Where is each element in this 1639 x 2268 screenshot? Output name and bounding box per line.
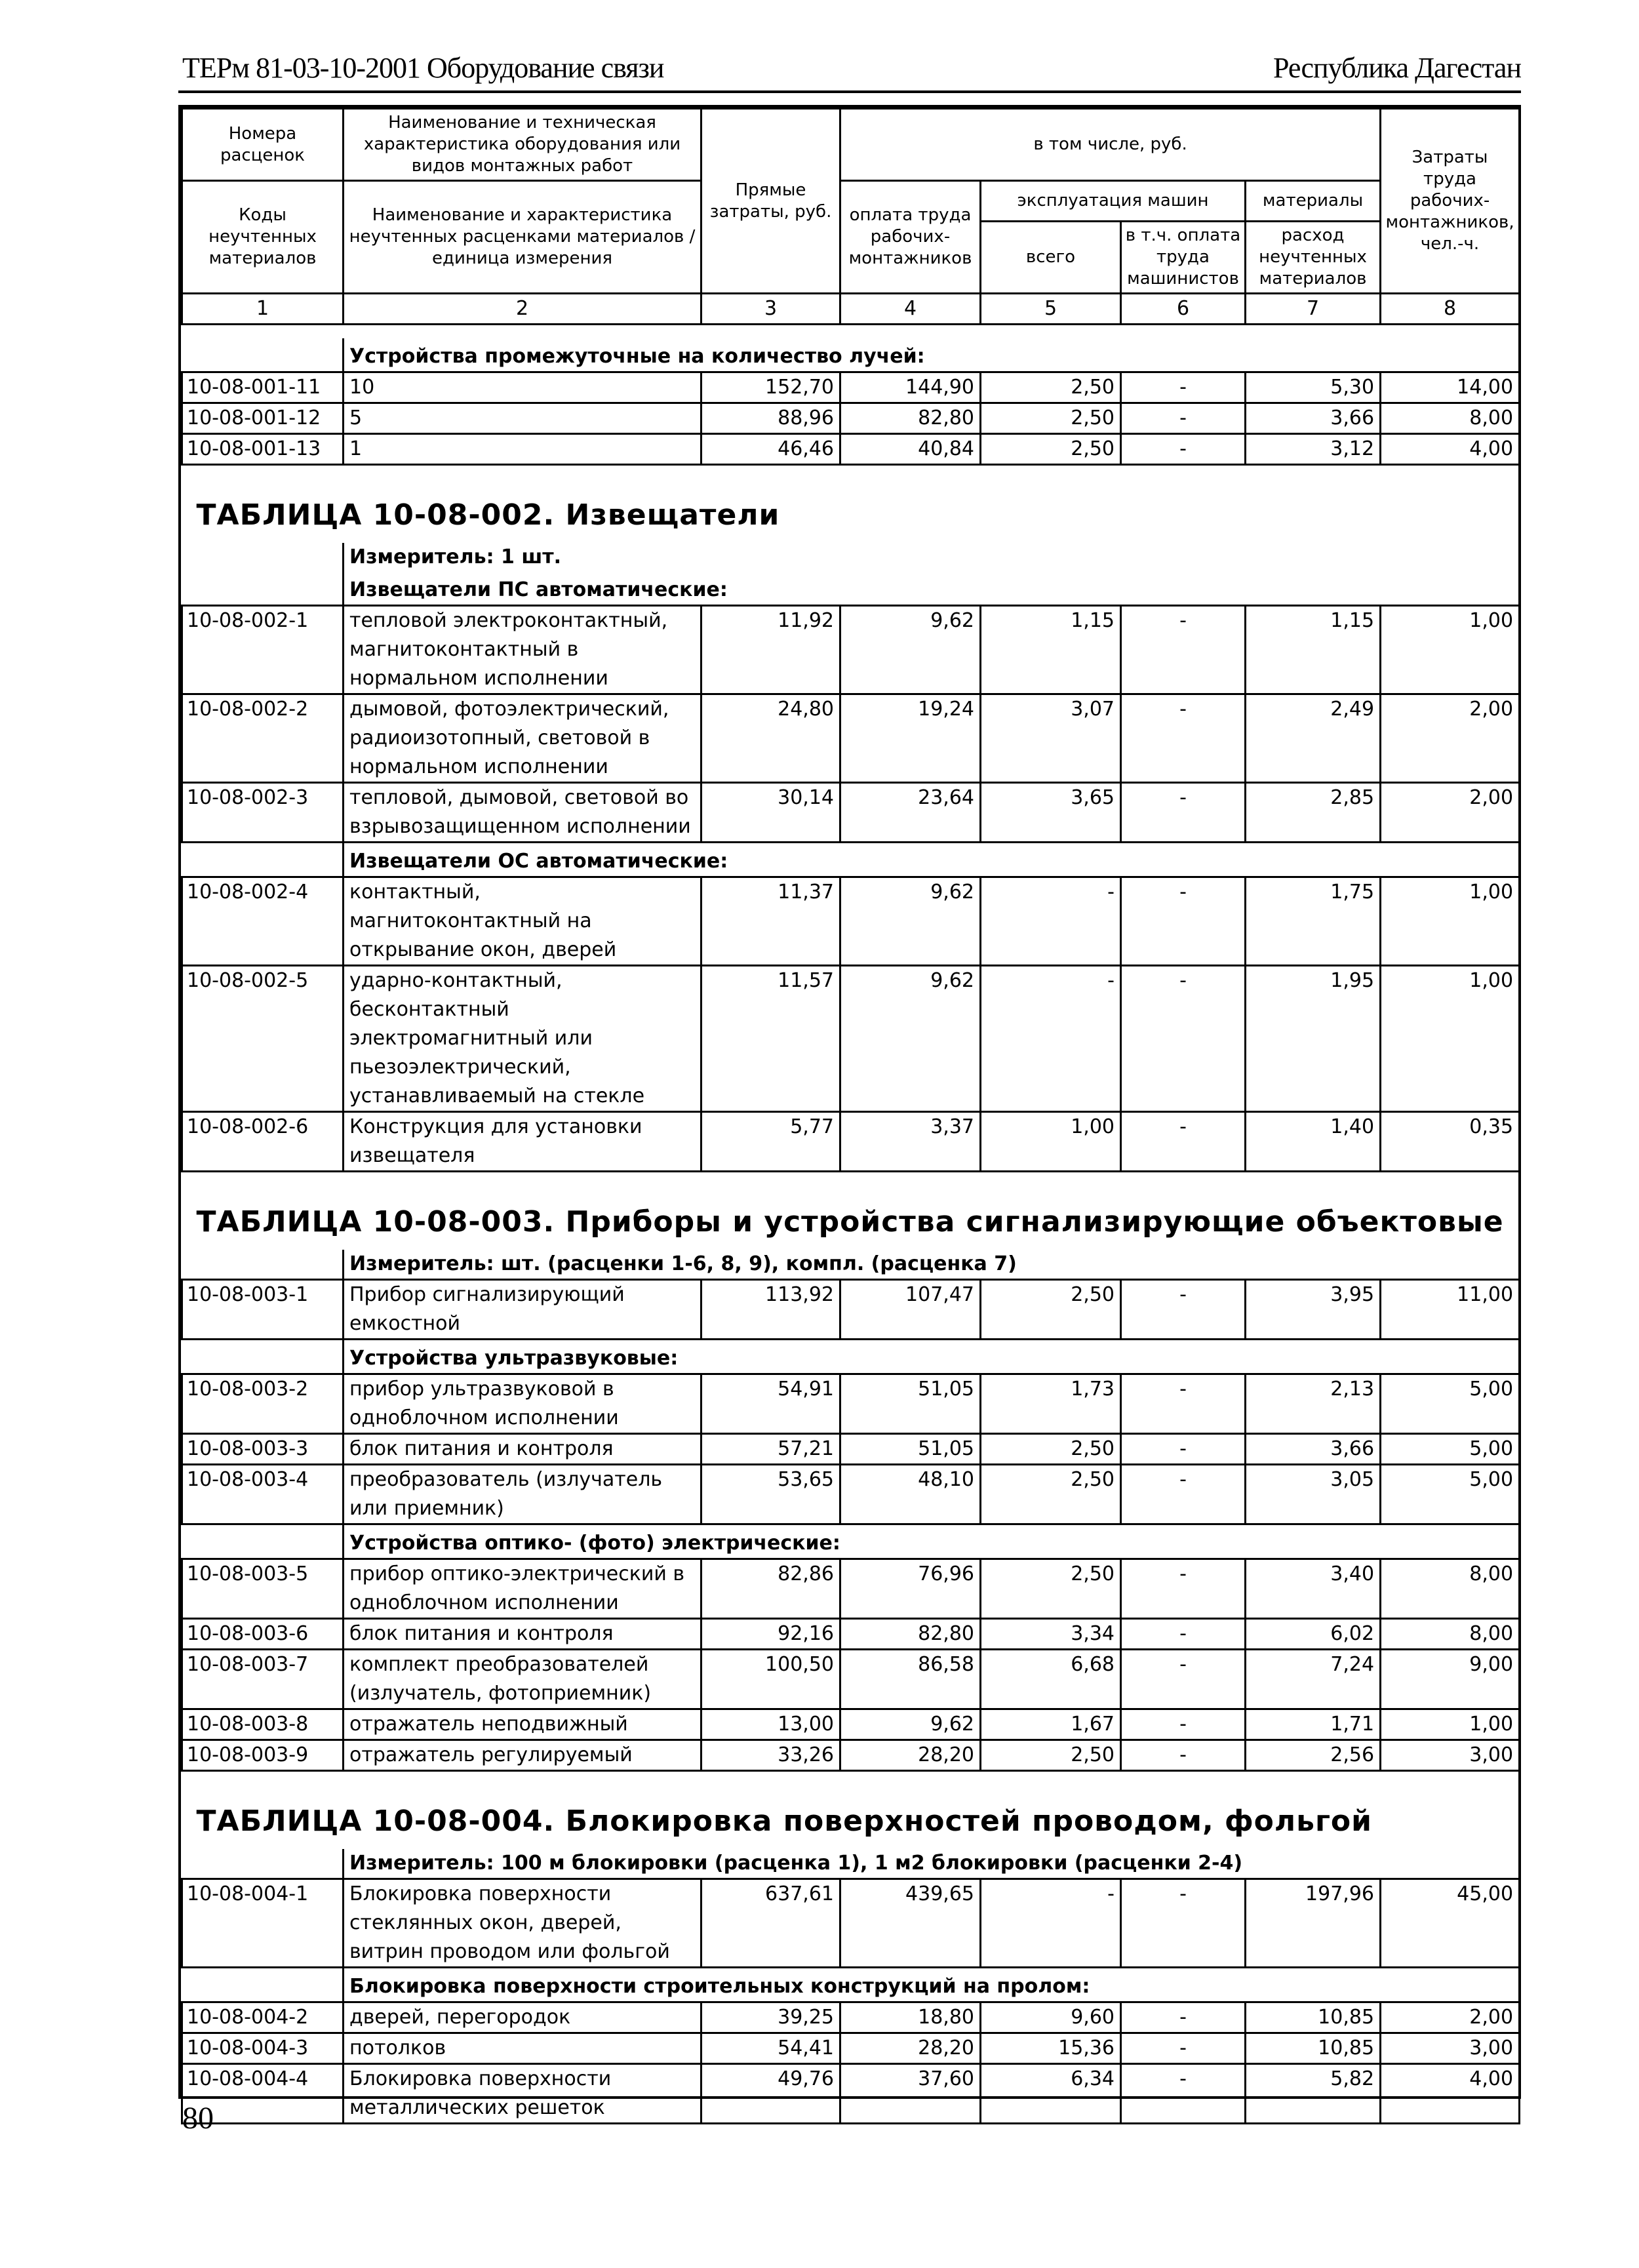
rate-name: тепловой электроконтактный, магнитоконтактный в нормальном исполнении <box>344 606 701 694</box>
machines-labor: - <box>1121 783 1246 843</box>
machines-total: 3,07 <box>981 694 1121 783</box>
materials: 1,71 <box>1246 1709 1381 1740</box>
table-row <box>182 1650 1520 1709</box>
table-row <box>182 1619 1520 1650</box>
labor-hours: 14,00 <box>1381 372 1520 403</box>
direct-cost: 13,00 <box>701 1709 840 1740</box>
group-spacer <box>182 843 344 877</box>
labor-hours: 9,00 <box>1381 1650 1520 1709</box>
machines-total: 1,15 <box>981 606 1121 694</box>
machines-total: - <box>981 966 1121 1112</box>
machines-labor: - <box>1121 877 1246 966</box>
group-heading: Блокировка поверхности строительных конструкций на пролом: <box>344 1968 1520 2002</box>
labor-hours: 4,00 <box>1381 2064 1520 2124</box>
labor-hours: 5,00 <box>1381 1374 1520 1434</box>
section-title: ТАБЛИЦА 10-08-002. Извещатели <box>196 498 780 532</box>
table-row <box>182 1374 1520 1434</box>
rate-name: Блокировка поверхности стеклянных окон, дверей, витрин проводом или фольгой <box>344 1879 701 1968</box>
rate-name: тепловой, дымовой, световой во взрывозащищенном исполнении <box>344 783 701 843</box>
machines-labor: - <box>1121 1740 1246 1771</box>
measure-spacer <box>182 543 344 572</box>
machines-total: 9,60 <box>981 2002 1121 2033</box>
machines-total: 1,73 <box>981 1374 1121 1434</box>
rate-code: 10-08-003-1 <box>182 1280 344 1340</box>
labor-pay: 144,90 <box>840 372 981 403</box>
machines-labor: - <box>1121 403 1246 434</box>
labor-hours: 3,00 <box>1381 1740 1520 1771</box>
machines-total: 6,34 <box>981 2064 1121 2124</box>
rate-code: 10-08-002-3 <box>182 783 344 843</box>
labor-hours: 0,35 <box>1381 1112 1520 1172</box>
direct-cost: 54,91 <box>701 1374 840 1434</box>
machines-total: 2,50 <box>981 372 1121 403</box>
table-row <box>182 966 1520 1112</box>
machines-labor: - <box>1121 694 1246 783</box>
group-heading: Устройства ультразвуковые: <box>344 1340 1520 1374</box>
col-materials: материалы <box>1246 181 1381 222</box>
table-row <box>182 2033 1520 2064</box>
labor-hours: 8,00 <box>1381 1619 1520 1650</box>
materials: 1,95 <box>1246 966 1381 1112</box>
table-row <box>182 1740 1520 1771</box>
col-machines-labor: в т.ч. оплата труда машинистов <box>1121 222 1246 294</box>
col-num-6: 6 <box>1121 294 1246 325</box>
materials: 3,66 <box>1246 1434 1381 1465</box>
col-materials-usage: расход неучтенных материалов <box>1246 222 1381 294</box>
table-row <box>182 606 1520 694</box>
machines-labor: - <box>1121 1709 1246 1740</box>
machines-labor: - <box>1121 372 1246 403</box>
machines-total: 3,65 <box>981 783 1121 843</box>
direct-cost: 46,46 <box>701 434 840 465</box>
col-num-5: 5 <box>981 294 1121 325</box>
table-row <box>182 1434 1520 1465</box>
price-table <box>181 108 1520 2124</box>
materials: 10,85 <box>1246 2033 1381 2064</box>
labor-pay: 23,64 <box>840 783 981 843</box>
page-number: 80 <box>182 2101 214 2136</box>
labor-hours: 2,00 <box>1381 2002 1520 2033</box>
direct-cost: 11,37 <box>701 877 840 966</box>
machines-total: 2,50 <box>981 1434 1121 1465</box>
labor-pay: 40,84 <box>840 434 981 465</box>
section-measure: Измеритель: шт. (расценки 1-6, 8, 9), компл. (расценка 7) <box>344 1250 1520 1280</box>
group-spacer <box>182 1968 344 2002</box>
group-heading-row <box>182 572 1520 606</box>
machines-labor: - <box>1121 1559 1246 1619</box>
direct-cost: 54,41 <box>701 2033 840 2064</box>
labor-pay: 82,80 <box>840 403 981 434</box>
materials: 3,05 <box>1246 1465 1381 1524</box>
table-row <box>182 694 1520 783</box>
direct-cost: 57,21 <box>701 1434 840 1465</box>
labor-hours: 2,00 <box>1381 783 1520 843</box>
materials: 197,96 <box>1246 1879 1381 1968</box>
rate-name: отражатель регулируемый <box>344 1740 701 1771</box>
rate-code: 10-08-003-3 <box>182 1434 344 1465</box>
rate-name: отражатель неподвижный <box>344 1709 701 1740</box>
rate-code: 10-08-003-5 <box>182 1559 344 1619</box>
table-row <box>182 1112 1520 1172</box>
labor-pay: 28,20 <box>840 2033 981 2064</box>
rate-code: 10-08-003-4 <box>182 1465 344 1524</box>
direct-cost: 637,61 <box>701 1879 840 1968</box>
labor-hours: 5,00 <box>1381 1465 1520 1524</box>
table-row <box>182 372 1520 403</box>
labor-pay: 76,96 <box>840 1559 981 1619</box>
materials: 2,85 <box>1246 783 1381 843</box>
materials: 2,13 <box>1246 1374 1381 1434</box>
machines-labor: - <box>1121 1374 1246 1434</box>
direct-cost: 113,92 <box>701 1280 840 1340</box>
materials: 10,85 <box>1246 2002 1381 2033</box>
labor-pay: 86,58 <box>840 1650 981 1709</box>
machines-labor: - <box>1121 2064 1246 2124</box>
labor-hours: 11,00 <box>1381 1280 1520 1340</box>
rate-name: потолков <box>344 2033 701 2064</box>
direct-cost: 11,57 <box>701 966 840 1112</box>
direct-cost: 33,26 <box>701 1740 840 1771</box>
rate-code: 10-08-002-5 <box>182 966 344 1112</box>
col-name-bottom: Наименование и характеристика неучтенных расценками материалов / единица измерения <box>344 181 701 294</box>
price-table-sheet <box>178 105 1521 2119</box>
header-rule <box>178 90 1521 93</box>
materials: 2,56 <box>1246 1740 1381 1771</box>
labor-pay: 3,37 <box>840 1112 981 1172</box>
table-row <box>182 2002 1520 2033</box>
machines-labor: - <box>1121 1650 1246 1709</box>
labor-pay: 37,60 <box>840 2064 981 2124</box>
section-title-row <box>182 1771 1520 1850</box>
table-row <box>182 1879 1520 1968</box>
group-spacer <box>182 1524 344 1559</box>
materials: 3,66 <box>1246 403 1381 434</box>
col-labor-pay: оплата труда рабочих-монтажников <box>840 181 981 294</box>
table-row <box>182 1465 1520 1524</box>
rate-name: 10 <box>344 372 701 403</box>
section-measure: Измеритель: 100 м блокировки (расценка 1), 1 м2 блокировки (расценки 2-4) <box>344 1849 1520 1879</box>
direct-cost: 88,96 <box>701 403 840 434</box>
labor-pay: 9,62 <box>840 966 981 1112</box>
table-body <box>182 338 1520 2124</box>
labor-pay: 9,62 <box>840 1709 981 1740</box>
labor-pay: 439,65 <box>840 1879 981 1968</box>
rate-name: контактный, магнитоконтактный на открывание окон, дверей <box>344 877 701 966</box>
col-num-3: 3 <box>701 294 840 325</box>
rate-name: Прибор сигнализирующий емкостной <box>344 1280 701 1340</box>
direct-cost: 49,76 <box>701 2064 840 2124</box>
rate-code: 10-08-003-8 <box>182 1709 344 1740</box>
direct-cost: 92,16 <box>701 1619 840 1650</box>
labor-pay: 18,80 <box>840 2002 981 2033</box>
col-num-1: 1 <box>182 294 344 325</box>
labor-pay: 19,24 <box>840 694 981 783</box>
table-row <box>182 783 1520 843</box>
machines-total: 2,50 <box>981 1559 1121 1619</box>
materials: 1,75 <box>1246 877 1381 966</box>
machines-total: 1,67 <box>981 1709 1121 1740</box>
machines-total: 6,68 <box>981 1650 1121 1709</box>
group-spacer <box>182 572 344 606</box>
col-num-2: 2 <box>344 294 701 325</box>
group-heading-row <box>182 1968 1520 2002</box>
labor-pay: 82,80 <box>840 1619 981 1650</box>
direct-cost: 100,50 <box>701 1650 840 1709</box>
group-spacer <box>182 1340 344 1374</box>
group-heading: Устройства промежуточные на количество лучей: <box>344 338 1520 372</box>
rate-code: 10-08-003-2 <box>182 1374 344 1434</box>
materials: 1,40 <box>1246 1112 1381 1172</box>
rate-code: 10-08-002-1 <box>182 606 344 694</box>
machines-labor: - <box>1121 434 1246 465</box>
rate-code: 10-08-003-7 <box>182 1650 344 1709</box>
col-labor-cost: Затраты труда рабочих-монтажников, чел.-ч. <box>1381 109 1520 294</box>
section-measure-row <box>182 543 1520 572</box>
direct-cost: 5,77 <box>701 1112 840 1172</box>
rate-name: ударно-контактный, бесконтактный электромагнитный или пьезоэлектрический, устанавливаемый на стекле <box>344 966 701 1112</box>
group-heading-row <box>182 843 1520 877</box>
group-heading-row <box>182 1340 1520 1374</box>
table-row <box>182 434 1520 465</box>
materials: 3,95 <box>1246 1280 1381 1340</box>
labor-hours: 3,00 <box>1381 2033 1520 2064</box>
group-heading-row <box>182 1524 1520 1559</box>
labor-pay: 51,05 <box>840 1434 981 1465</box>
machines-labor: - <box>1121 2033 1246 2064</box>
materials: 3,12 <box>1246 434 1381 465</box>
rate-name: Конструкция для установки извещателя <box>344 1112 701 1172</box>
col-machines-total: всего <box>981 222 1121 294</box>
labor-hours: 1,00 <box>1381 606 1520 694</box>
direct-cost: 82,86 <box>701 1559 840 1619</box>
labor-hours: 1,00 <box>1381 1709 1520 1740</box>
rate-code: 10-08-004-2 <box>182 2002 344 2033</box>
section-measure: Измеритель: 1 шт. <box>344 543 1520 572</box>
rate-code: 10-08-002-2 <box>182 694 344 783</box>
col-codes-top: Номера расценок <box>182 109 344 181</box>
col-direct: Прямые затраты, руб. <box>701 109 840 294</box>
materials: 7,24 <box>1246 1650 1381 1709</box>
section-title-row <box>182 465 1520 544</box>
direct-cost: 152,70 <box>701 372 840 403</box>
rate-name: 5 <box>344 403 701 434</box>
group-heading: Извещатели ОС автоматические: <box>344 843 1520 877</box>
materials: 5,30 <box>1246 372 1381 403</box>
labor-hours: 2,00 <box>1381 694 1520 783</box>
rate-code: 10-08-004-1 <box>182 1879 344 1968</box>
labor-hours: 45,00 <box>1381 1879 1520 1968</box>
direct-cost: 39,25 <box>701 2002 840 2033</box>
machines-total: 1,00 <box>981 1112 1121 1172</box>
rate-name: 1 <box>344 434 701 465</box>
measure-spacer <box>182 1250 344 1280</box>
running-header-left: ТЕРм 81-03-10-2001 Оборудование связи <box>182 52 664 84</box>
rate-code: 10-08-001-13 <box>182 434 344 465</box>
labor-hours: 8,00 <box>1381 1559 1520 1619</box>
group-heading: Устройства оптико- (фото) электрические: <box>344 1524 1520 1559</box>
rate-name: дымовой, фотоэлектрический, радиоизотопный, световой в нормальном исполнении <box>344 694 701 783</box>
rate-name: прибор ультразвуковой в одноблочном исполнении <box>344 1374 701 1434</box>
group-spacer <box>182 338 344 372</box>
section-title: ТАБЛИЦА 10-08-003. Приборы и устройства сигнализирующие объектовые <box>196 1205 1504 1239</box>
section-measure-row <box>182 1849 1520 1879</box>
rate-name: преобразователь (излучатель или приемник) <box>344 1465 701 1524</box>
rate-name: прибор оптико-электрический в одноблочном исполнении <box>344 1559 701 1619</box>
rate-code: 10-08-002-6 <box>182 1112 344 1172</box>
machines-total: 2,50 <box>981 434 1121 465</box>
rate-code: 10-08-001-12 <box>182 403 344 434</box>
labor-hours: 8,00 <box>1381 403 1520 434</box>
labor-pay: 107,47 <box>840 1280 981 1340</box>
machines-labor: - <box>1121 1465 1246 1524</box>
labor-hours: 4,00 <box>1381 434 1520 465</box>
rate-code: 10-08-003-9 <box>182 1740 344 1771</box>
rate-code: 10-08-001-11 <box>182 372 344 403</box>
labor-pay: 9,62 <box>840 606 981 694</box>
section-measure-row <box>182 1250 1520 1280</box>
table-row <box>182 1709 1520 1740</box>
machines-total: 2,50 <box>981 403 1121 434</box>
labor-pay: 48,10 <box>840 1465 981 1524</box>
rate-name: дверей, перегородок <box>344 2002 701 2033</box>
machines-total: 2,50 <box>981 1465 1121 1524</box>
col-incl: в том числе, руб. <box>840 109 1381 181</box>
section-title: ТАБЛИЦА 10-08-004. Блокировка поверхностей проводом, фольгой <box>196 1804 1372 1838</box>
machines-total: 2,50 <box>981 1280 1121 1340</box>
rate-name: блок питания и контроля <box>344 1434 701 1465</box>
materials: 3,40 <box>1246 1559 1381 1619</box>
machines-labor: - <box>1121 1434 1246 1465</box>
machines-total: - <box>981 877 1121 966</box>
labor-pay: 28,20 <box>840 1740 981 1771</box>
rate-name: блок питания и контроля <box>344 1619 701 1650</box>
col-codes-bottom: Коды неучтенных материалов <box>182 181 344 294</box>
table-row <box>182 877 1520 966</box>
table-row <box>182 403 1520 434</box>
machines-labor: - <box>1121 1280 1246 1340</box>
machines-labor: - <box>1121 606 1246 694</box>
direct-cost: 30,14 <box>701 783 840 843</box>
labor-hours: 5,00 <box>1381 1434 1520 1465</box>
materials: 2,49 <box>1246 694 1381 783</box>
labor-pay: 51,05 <box>840 1374 981 1434</box>
col-name-top: Наименование и техническая характеристика оборудования или видов монтажных работ <box>344 109 701 181</box>
machines-labor: - <box>1121 966 1246 1112</box>
direct-cost: 11,92 <box>701 606 840 694</box>
materials: 1,15 <box>1246 606 1381 694</box>
col-num-7: 7 <box>1246 294 1381 325</box>
labor-hours: 1,00 <box>1381 966 1520 1112</box>
direct-cost: 24,80 <box>701 694 840 783</box>
column-headers <box>182 109 1520 339</box>
machines-labor: - <box>1121 1112 1246 1172</box>
running-header-right: Республика Дагестан <box>1273 52 1521 84</box>
group-heading-row <box>182 338 1520 372</box>
table-row <box>182 2064 1520 2124</box>
table-row <box>182 1559 1520 1619</box>
group-heading: Извещатели ПС автоматические: <box>344 572 1520 606</box>
col-num-4: 4 <box>840 294 981 325</box>
rate-name: комплект преобразователей (излучатель, фотоприемник) <box>344 1650 701 1709</box>
machines-labor: - <box>1121 1619 1246 1650</box>
machines-labor: - <box>1121 1879 1246 1968</box>
section-title-row <box>182 1172 1520 1250</box>
rate-code: 10-08-004-4 <box>182 2064 344 2124</box>
machines-total: - <box>981 1879 1121 1968</box>
measure-spacer <box>182 1849 344 1879</box>
table-row <box>182 1280 1520 1340</box>
rate-code: 10-08-004-3 <box>182 2033 344 2064</box>
materials: 6,02 <box>1246 1619 1381 1650</box>
rate-name: Блокировка поверхности металлических решеток <box>344 2064 701 2124</box>
machines-total: 2,50 <box>981 1740 1121 1771</box>
machines-total: 3,34 <box>981 1619 1121 1650</box>
machines-total: 15,36 <box>981 2033 1121 2064</box>
rate-code: 10-08-002-4 <box>182 877 344 966</box>
materials: 5,82 <box>1246 2064 1381 2124</box>
machines-labor: - <box>1121 2002 1246 2033</box>
labor-hours: 1,00 <box>1381 877 1520 966</box>
rate-code: 10-08-003-6 <box>182 1619 344 1650</box>
col-machines: эксплуатация машин <box>981 181 1246 222</box>
col-num-8: 8 <box>1381 294 1520 325</box>
direct-cost: 53,65 <box>701 1465 840 1524</box>
labor-pay: 9,62 <box>840 877 981 966</box>
